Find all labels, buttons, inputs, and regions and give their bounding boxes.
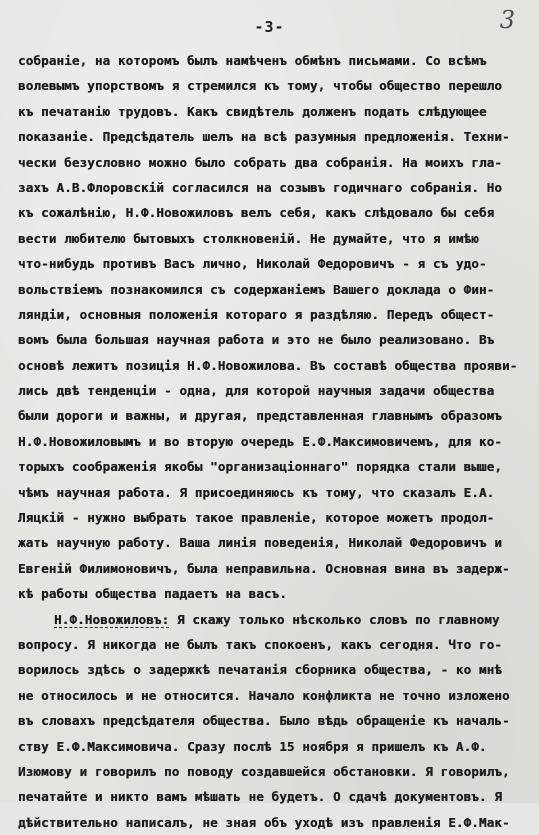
text-line: показаніе. Предсѣдатель шелъ на всѣ разумныя предложенія. Техни- bbox=[18, 129, 510, 145]
text-line: Изюмову и говорилъ по поводу создавшейся обстановки. Я говорилъ, bbox=[18, 763, 510, 779]
text-line: въ словахъ предсѣдателя общества. Было вѣдь обращеніе къ началь- bbox=[18, 713, 510, 729]
text-line: основѣ лежитъ позиція Н.Ф.Новожилова. Въ составѣ общества прояви- bbox=[18, 357, 518, 373]
text-line: захъ А.В.Флоровскій согласился на созывъ годичнаго собранія. Но bbox=[18, 179, 502, 195]
text-line: торыхъ соображенія якобы "организаціоннаго" порядка стали выше, bbox=[18, 459, 502, 475]
text-line: были дороги и важны, и другая, представленная главнымъ образомъ bbox=[18, 408, 502, 424]
text-line: къ сожалѣнію, Н.Ф.Новожиловъ велъ себя, какъ слѣдовало бы себя bbox=[18, 205, 495, 221]
text-line: къ печатанію трудовъ. Какъ свидѣтель долженъ подать слѣдующее bbox=[18, 103, 487, 119]
text-line: что-нибудь противъ Васъ лично, Николай Федоровичъ - я съ удо- bbox=[18, 256, 487, 272]
text-line: Ляцкій - нужно выбрать такое правленіе, которое можетъ продол- bbox=[18, 510, 495, 526]
text-line: лись двѣ тенденціи - одна, для которой научныя задачи общества bbox=[18, 383, 495, 399]
speaker-text: Я скажу только нѣсколько словъ по главному bbox=[169, 611, 500, 627]
text-line: волевымъ упорствомъ я стремился къ тому, чтобы общество перешло bbox=[18, 78, 502, 94]
typed-text-body bbox=[18, 48, 530, 835]
text-line: кѣ работы общества падаетъ на васъ. bbox=[18, 586, 287, 602]
text-line: ляндіи, основныя положенія котораго я раздѣляю. Передъ общест- bbox=[18, 306, 495, 322]
text-line: чески безусловно можно было собрать два собранія. На моихъ гла- bbox=[18, 154, 502, 170]
text-line: Н.Ф.Новожиловымъ и во вторую очередь Е.Ф.Максимовичемъ, для ко- bbox=[18, 433, 502, 449]
text-line: ворилось здѣсь о задержкѣ печатанія сборника общества, - ко мнѣ bbox=[18, 662, 502, 678]
paragraph-start-line bbox=[18, 607, 530, 632]
text-line: вопросу. Я никогда не былъ такъ спокоенъ, какъ сегодня. Что го- bbox=[18, 636, 502, 652]
text-line: ству Е.Ф.Максимовича. Сразу послѣ 15 ноября я пришелъ къ А.Ф. bbox=[18, 738, 487, 754]
text-line: дѣйствительно написалъ, не зная объ уходѣ изъ правленія Е.Ф.Мак- bbox=[18, 814, 510, 830]
text-line: чѣмъ научная работа. Я присоединяюсь къ тому, что сказалъ Е.А. bbox=[18, 484, 495, 500]
text-line: вольствіемъ познакомился съ содержаніемъ Вашего доклада о Фин- bbox=[18, 281, 495, 297]
text-line: вести любителю бытовыхъ столкновеній. Не думайте, что я имѣю bbox=[18, 230, 479, 246]
handwritten-page-mark: 3 bbox=[499, 6, 515, 34]
text-line: собраніе, на которомъ былъ намѣченъ обмѣнъ письмами. Со всѣмъ bbox=[18, 53, 487, 68]
text-line: жать научную работу. Ваша линія поведенія, Николай Федоровичъ и bbox=[18, 535, 502, 551]
text-line: не относилось и не относится. Начало конфликта не точно изложено bbox=[18, 687, 510, 703]
text-line: печатайте и никто вамъ мѣшать не будетъ. О сдачѣ документовъ. Я bbox=[18, 789, 502, 805]
text-line: вомъ была большая научная работа и это не было реализовано. Въ bbox=[18, 332, 495, 348]
page-number: -3- bbox=[254, 18, 285, 36]
text-line: Евгеній Филимоновичъ, была неправильна. Основная вина въ задерж- bbox=[18, 560, 510, 576]
speaker-name: Н.Ф.Новожиловъ: bbox=[54, 611, 170, 627]
